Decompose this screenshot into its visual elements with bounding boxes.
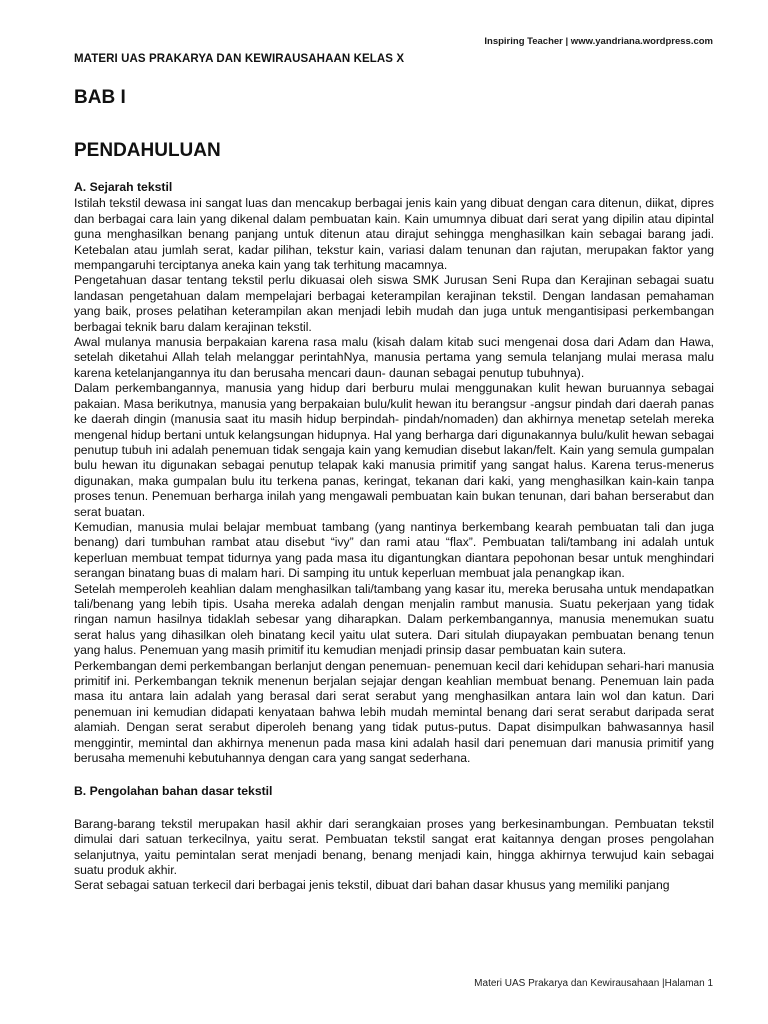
paragraph: Dalam perkembangannya, manusia yang hidup dari berburu mulai menggunakan kulit hewan buruannya sebagai pakaian. Masa berikutnya, manusia yang berpakaian bulu/kulit hewan itu berangsur -angsur pindah dari daerah panas ke daerah dingin (manusia saat itu masih hidup berpindah- pindah/nomaden) dan akhirnya menetap setelah mereka mengenal hidup bertani untuk kelangsungan hidupnya. Hal yang berharga dari digunakannya bulu/kulit hewan sebagai penutup tubuh ini adalah penemuan tidak sengaja kain yang kemudian disebut lakan/felt. Kain yang semula gumpalan bulu hewan itu digunakan sebagai penutup telapak kaki manusia primitif yang sangat halus. Karena terus-menerus digunakan, maka gumpalan bulu itu terkena panas, keringat, tekanan dari kaki, yang menghasilkan kain-kain tanpa proses tenun. Penemuan berharga inilah yang mengawali pembuatan kain bukan tenunan, dari bahan berserabut dan serat buatan.	[74, 381, 714, 519]
paragraph: Kemudian, manusia mulai belajar membuat tambang (yang nantinya berkembang kearah pembuatan tali dan juga benang) dari tumbuhan rambat atau disebut “ivy” dan rami atau “flax”. Pembuatan tali/tambang ini adalah untuk keperluan membuat tempat tidurnya yang pada masa itu digantungkan diantara pepohonan besar untuk menghindari serangan binatang buas di malam hari. Di samping itu untuk keperluan membuat jala penangkap ikan.	[74, 519, 714, 581]
section-b-heading: B. Pengolahan bahan dasar tekstil	[74, 784, 273, 799]
chapter-number: BAB I	[74, 87, 126, 108]
paragraph: Pengetahuan dasar tentang tekstil perlu dikuasai oleh siswa SMK Jurusan Seni Rupa dan Kerajinan sebagai suatu landasan pengetahuan dalam mempelajari berbagai keterampilan kerajinan tekstil. Dengan landasan pemahaman yang baik, proses pelatihan keterampilan akan menjadi lebih mudah dan juga untuk mengantisipasi perkembangan berbagai teknik baru dalam kerajinan tekstil.	[74, 273, 714, 334]
paragraph: Istilah tekstil dewasa ini sangat luas dan mencakup berbagai jenis kain yang dibuat dengan cara ditenun, diikat, dipres dan berbagai cara lain yang dikenal dalam pembuatan kain. Kain umumnya dibuat dari serat yang dipilin atau dipintal guna menghasilkan benang panjang untuk ditenun atau dirajut sehingga menghasilkan kain sebagai barang jadi. Ketebalan atau jumlah serat, kadar pilihan, tekstur kain, variasi dalam tenunan dan rajutan, merupakan faktor yang mempangaruhi terciptanya aneka kain yang tak terhitung macamnya.	[74, 196, 714, 273]
header-site-credit: Inspiring Teacher | www.yandriana.wordpress.com	[484, 36, 713, 47]
chapter-title: PENDAHULUAN	[74, 140, 221, 161]
paragraph: Setelah memperoleh keahlian dalam menghasilkan tali/tambang yang kasar itu, mereka berusaha untuk mendapatkan tali/benang yang lebih tipis. Usaha mereka adalah dengan menjalin rambut manusia. Suatu pekerjaan yang tidak ringan namun hasilnya tidaklah sebesar yang diharapkan. Dalam perkembangannya, manusia menemukan suatu serat halus yang dihasilkan oleh binatang kecil yaitu ulat sutera. Dari situlah diupayakan pembuatan benang tenun yang halus. Penemuan yang masih primitif itu kemudian menjadi prinsip dasar pembuatan kain sutera.	[74, 581, 714, 658]
section-a-heading: A. Sejarah tekstil	[74, 180, 173, 194]
document-title: MATERI UAS PRAKARYA DAN KEWIRAUSAHAAN KELAS X	[74, 53, 405, 65]
paragraph: Perkembangan demi perkembangan berlanjut dengan penemuan- penemuan kecil dari kehidupan sehari-hari manusia primitif ini. Perkembangan teknik menenun berjalan sejajar dengan keahlian membuat benang. Penemuan lain pada masa itu antara lain adalah yang berasal dari serat serabut yang menghasilkan antara lain wol dan katun. Dari penemuan ini kemudian didapati kenyataan bahwa lebih mudah memintal benang dari serat serabut daripada serat alamiah. Dengan serat serabut diperoleh benang yang tidak putus-putus. Dapat disimpulkan bahwasannya hasil menggintir, memintal dan akhirnya menenun pada masa kini adalah hasil dari penemuan dari manusia primitif yang berusaha memenuhi kebutuhannya dengan cara yang sangat sederhana.	[74, 658, 714, 766]
paragraph: Serat sebagai satuan terkecil dari berbagai jenis tekstil, dibuat dari bahan dasar khusus yang memiliki panjang	[74, 878, 670, 893]
document-body	[74, 180, 714, 894]
page-footer: Materi UAS Prakarya dan Kewirausahaan |Halaman 1	[474, 978, 713, 989]
paragraph: Awal mulanya manusia berpakaian karena rasa malu (kisah dalam kitab suci mengenai dosa dari Adam dan Hawa, setelah diketahui Allah telah melanggar perintahNya, manusia pertama yang semula telanjang mulai merasa malu karena ketelanjangannya itu dan berusaha mencari daun- daunan sebagai penutup tubuhnya).	[74, 335, 714, 380]
paragraph: Barang-barang tekstil merupakan hasil akhir dari serangkaian proses yang berkesinambungan. Pembuatan tekstil dimulai dari satuan terkecilnya, yaitu serat. Pembuatan tekstil sangat erat kaitannya dengan proses pengolahan selanjutnya, yaitu pemintalan serat menjadi benang, benang menjadi kain, hingga akhirnya terwujud kain sebagai suatu produk akhir.	[74, 816, 714, 878]
